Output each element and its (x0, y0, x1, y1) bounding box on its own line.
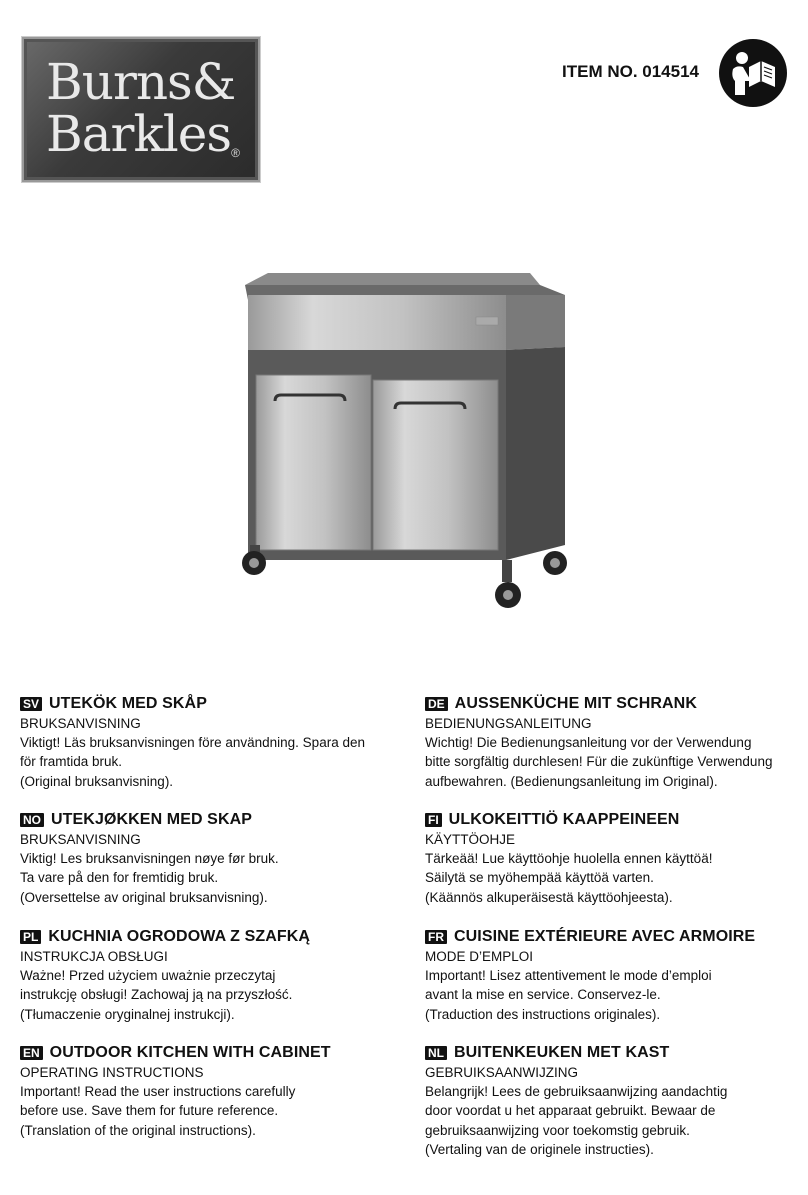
section-pl (20, 927, 395, 1024)
text-line: Tärkeää! Lue käyttöohje huolella ennen käyttöä! (425, 851, 713, 866)
outdoor-kitchen-cabinet-image (230, 255, 580, 615)
text-line: (Oversettelse av original bruksanvisning). (20, 889, 268, 905)
text-line: Viktigt! Läs bruksanvisningen före användning. Spara den (20, 735, 365, 750)
text-line: avant la mise en service. Conservez-le. (425, 987, 661, 1003)
text-line: Ważne! Przed użyciem uważnie przeczytaj (20, 968, 276, 983)
section-text (425, 733, 800, 791)
text-line: (Tłumaczenie oryginalnej instrukcji). (20, 1006, 235, 1022)
text-line: instrukcję obsługi! Zachowaj ją na przyszłość. (20, 987, 293, 1003)
section-sv (20, 694, 395, 791)
text-line: Important! Read the user instructions carefully (20, 1084, 296, 1099)
read-manual-icon (719, 39, 787, 107)
section-title: CUISINE EXTÉRIEURE AVEC ARMOIRE (454, 928, 756, 945)
text-line: Viktig! Les bruksanvisningen nøye før bruk. (20, 851, 279, 866)
section-title: UTEKJØKKEN MED SKAP (51, 811, 253, 828)
section-title: UTEKÖK MED SKÅP (49, 695, 207, 712)
section-text (425, 966, 800, 1024)
text-line: gebruiksaanwijzing voor toekomstig gebruik. (425, 1122, 690, 1138)
text-line: Important! Lisez attentivement le mode d’emploi (425, 968, 712, 983)
text-line: Wichtig! Die Bedienungsanleitung vor der Verwendung (425, 735, 752, 750)
brand-logo-line2: Barkles (46, 105, 231, 163)
language-badge: NO (20, 813, 44, 827)
text-line: bitte sorgfältig durchlesen! Für die zukünftige Verwendung (425, 754, 773, 770)
item-number: ITEM NO. 014514 (562, 62, 700, 81)
text-line: Ta vare på den for fremtidig bruk. (20, 870, 219, 886)
section-text (20, 1082, 395, 1140)
text-line: Säilytä se myöhempää käyttöä varten. (425, 870, 654, 886)
section-title: ULKOKEITTIÖ KAAPPEINEEN (448, 811, 680, 828)
section-subtitle: GEBRUIKSAANWIJZING (425, 1065, 579, 1080)
language-badge: SV (20, 697, 42, 711)
text-line: before use. Save them for future reference. (20, 1103, 279, 1119)
text-line: aufbewahren. (Bedienungsanleitung im Original). (425, 773, 718, 789)
section-text (20, 733, 395, 791)
section-fi (425, 810, 800, 907)
section-title: OUTDOOR KITCHEN WITH CABINET (49, 1044, 331, 1061)
text-line: (Traduction des instructions originales). (425, 1006, 661, 1022)
section-de (425, 694, 800, 791)
language-badge: NL (425, 1046, 447, 1060)
language-badge: EN (20, 1046, 43, 1060)
section-title: BUITENKEUKEN MET KAST (454, 1044, 670, 1061)
text-line: (Translation of the original instructions). (20, 1122, 256, 1138)
language-badge: FR (425, 930, 447, 944)
section-en (20, 1043, 395, 1140)
section-fr (425, 927, 800, 1024)
section-subtitle: OPERATING INSTRUCTIONS (20, 1065, 204, 1080)
section-title: AUSSENKÜCHE MIT SCHRANK (454, 695, 697, 712)
section-text (425, 1082, 800, 1159)
text-line: (Vertaling van de originele instructies). (425, 1141, 654, 1157)
section-nl (425, 1043, 800, 1159)
language-badge: FI (425, 813, 442, 827)
section-subtitle: MODE D’EMPLOI (425, 949, 534, 964)
brand-logo (22, 37, 260, 182)
section-text (20, 966, 395, 1024)
language-badge: PL (20, 930, 41, 944)
text-line: (Original bruksanvisning). (20, 773, 174, 789)
section-text (425, 849, 800, 907)
text-line: för framtida bruk. (20, 754, 123, 770)
section-subtitle: INSTRUKCJA OBSŁUGI (20, 949, 168, 964)
section-no (20, 810, 395, 907)
text-line: Belangrijk! Lees de gebruiksaanwijzing aandachtig (425, 1084, 728, 1099)
section-subtitle: BRUKSANVISNING (20, 716, 141, 731)
section-subtitle: KÄYTTÖOHJE (425, 832, 516, 847)
section-subtitle: BRUKSANVISNING (20, 832, 141, 847)
text-line: door voordat u het apparaat gebruikt. Bewaar de (425, 1103, 716, 1119)
brand-logo-line1: Burns& (46, 53, 236, 111)
section-title: KUCHNIA OGRODOWA Z SZAFKĄ (48, 928, 311, 945)
section-text (20, 849, 395, 907)
text-line: (Käännös alkuperäisestä käyttöohjeesta). (425, 889, 673, 905)
section-subtitle: BEDIENUNGSANLEITUNG (425, 716, 592, 731)
registered-mark: ® (231, 146, 240, 160)
language-badge: DE (425, 697, 448, 711)
